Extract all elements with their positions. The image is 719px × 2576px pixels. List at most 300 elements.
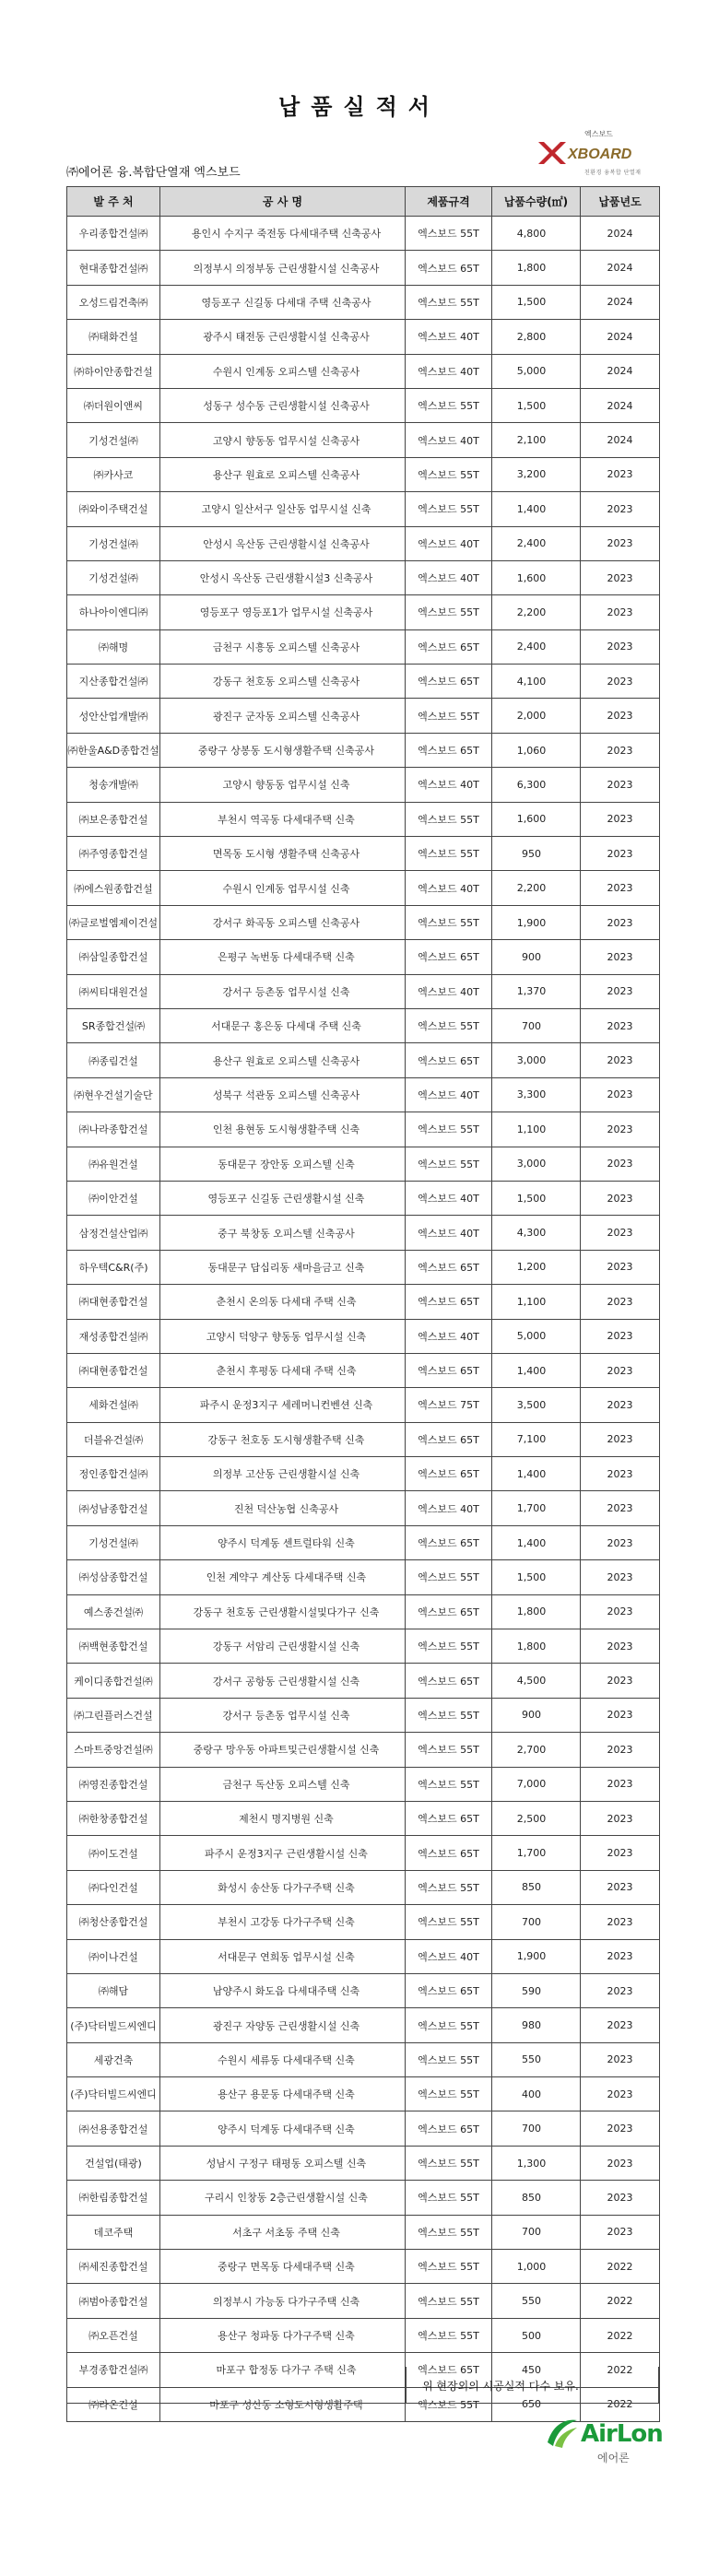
- quantity-cell: 1,500: [492, 388, 581, 422]
- header-spec: 제품규격: [406, 187, 492, 217]
- quantity-cell: 4,800: [492, 217, 581, 251]
- table-row: [67, 1181, 660, 1215]
- table-row: [67, 1870, 660, 1904]
- year-cell: 2023: [581, 1388, 660, 1422]
- table-row: [67, 1629, 660, 1664]
- year-cell: 2023: [581, 2077, 660, 2111]
- quantity-cell: 4,500: [492, 1664, 581, 1698]
- year-cell: 2023: [581, 1870, 660, 1904]
- project-cell: 부천시 고강동 다가구주택 신축: [160, 1905, 406, 1939]
- client-cell: SR종합건설㈜: [67, 1008, 160, 1042]
- quantity-cell: 1,800: [492, 251, 581, 285]
- spec-cell: 엑스보드 65T: [406, 1664, 492, 1698]
- client-cell: ㈜대현종합건설: [67, 1353, 160, 1387]
- project-cell: 서대문구 홍은동 다세대 주택 신축: [160, 1008, 406, 1042]
- project-cell: 용산구 용문동 다세대주택 신축: [160, 2077, 406, 2111]
- table-row: [67, 699, 660, 733]
- spec-cell: 엑스보드 55T: [406, 2284, 492, 2318]
- spec-cell: 엑스보드 40T: [406, 1216, 492, 1250]
- spec-cell: 엑스보드 40T: [406, 1939, 492, 1973]
- year-cell: 2023: [581, 1801, 660, 1835]
- client-cell: ㈜종림건설: [67, 1043, 160, 1077]
- client-cell: 기성건설㈜: [67, 1525, 160, 1559]
- year-cell: 2024: [581, 388, 660, 422]
- client-cell: ㈜현우건설기술단: [67, 1077, 160, 1112]
- project-cell: 용산구 원효로 오피스텔 신축공사: [160, 1043, 406, 1077]
- quantity-cell: 2,700: [492, 1733, 581, 1767]
- brand-name: AirLon: [581, 2420, 663, 2448]
- brand-korean-name: 에어론: [597, 2452, 630, 2464]
- year-cell: 2023: [581, 595, 660, 629]
- spec-cell: 엑스보드 55T: [406, 388, 492, 422]
- year-cell: 2023: [581, 1973, 660, 2007]
- year-cell: 2023: [581, 665, 660, 699]
- airlon-brand: [544, 2415, 664, 2470]
- year-cell: 2023: [581, 802, 660, 836]
- table-row: [67, 629, 660, 664]
- year-cell: 2023: [581, 1008, 660, 1042]
- quantity-cell: 4,100: [492, 665, 581, 699]
- quantity-cell: 5,000: [492, 1319, 581, 1353]
- project-cell: 금천구 독산동 오피스텔 신축: [160, 1767, 406, 1801]
- project-cell: 금천구 시흥동 오피스텔 신축공사: [160, 629, 406, 664]
- client-cell: ㈜씨티대원건설: [67, 974, 160, 1008]
- spec-cell: 엑스보드 65T: [406, 1457, 492, 1491]
- table-header-row: [67, 187, 660, 217]
- quantity-cell: 1,000: [492, 2250, 581, 2284]
- client-cell: ㈜이나건설: [67, 1939, 160, 1973]
- spec-cell: 엑스보드 65T: [406, 1801, 492, 1835]
- quantity-cell: 590: [492, 1973, 581, 2007]
- spec-cell: 엑스보드 40T: [406, 560, 492, 594]
- project-cell: 서초구 서초동 주택 신축: [160, 2215, 406, 2249]
- table-row: [67, 1525, 660, 1559]
- project-cell: 영등포구 신길동 다세대 주택 신축공사: [160, 285, 406, 319]
- table-row: [67, 1664, 660, 1698]
- quantity-cell: 2,500: [492, 1801, 581, 1835]
- spec-cell: 엑스보드 55T: [406, 492, 492, 526]
- quantity-cell: 1,600: [492, 802, 581, 836]
- year-cell: 2024: [581, 251, 660, 285]
- year-cell: 2024: [581, 285, 660, 319]
- client-cell: ㈜세진종합건설: [67, 2250, 160, 2284]
- year-cell: 2022: [581, 2353, 660, 2387]
- client-cell: ㈜그린플러스건설: [67, 1698, 160, 1732]
- year-cell: 2023: [581, 1836, 660, 1870]
- spec-cell: 엑스보드 55T: [406, 905, 492, 939]
- client-cell: ㈜범아종합건설: [67, 2284, 160, 2318]
- project-cell: 진천 덕산농협 신축공사: [160, 1491, 406, 1525]
- spec-cell: 엑스보드 65T: [406, 1250, 492, 1284]
- spec-cell: 엑스보드 75T: [406, 1388, 492, 1422]
- quantity-cell: 1,100: [492, 1112, 581, 1147]
- table-row: [67, 526, 660, 560]
- project-cell: 수원시 세류동 다세대주택 신축: [160, 2042, 406, 2076]
- year-cell: 2023: [581, 1319, 660, 1353]
- spec-cell: 엑스보드 40T: [406, 974, 492, 1008]
- header-year: 납품년도: [581, 187, 660, 217]
- project-cell: 강서구 공항동 근린생활시설 신축: [160, 1664, 406, 1698]
- table-row: [67, 2284, 660, 2318]
- table-row: [67, 492, 660, 526]
- project-cell: 강동구 천호동 근린생활시설및다가구 신축: [160, 1594, 406, 1629]
- project-cell: 의정부시 가능동 다가구주택 신축: [160, 2284, 406, 2318]
- client-cell: ㈜오픈건설: [67, 2318, 160, 2352]
- year-cell: 2023: [581, 974, 660, 1008]
- year-cell: 2024: [581, 423, 660, 457]
- quantity-cell: 850: [492, 2181, 581, 2215]
- spec-cell: 엑스보드 40T: [406, 768, 492, 802]
- table-row: [67, 2181, 660, 2215]
- client-cell: ㈜성삼종합건설: [67, 1560, 160, 1594]
- project-cell: 강동구 천호동 오피스텔 신축공사: [160, 665, 406, 699]
- project-cell: 면목동 도시형 생활주택 신축공사: [160, 837, 406, 871]
- table-row: [67, 1457, 660, 1491]
- table-row: [67, 1491, 660, 1525]
- spec-cell: 엑스보드 65T: [406, 2111, 492, 2146]
- client-cell: 삼정건설산업㈜: [67, 1216, 160, 1250]
- year-cell: 2023: [581, 457, 660, 491]
- client-cell: 오성드림건축㈜: [67, 285, 160, 319]
- client-cell: ㈜한림종합건설: [67, 2181, 160, 2215]
- spec-cell: 엑스보드 40T: [406, 871, 492, 905]
- client-cell: ㈜더원이앤씨: [67, 388, 160, 422]
- spec-cell: 엑스보드 40T: [406, 1077, 492, 1112]
- spec-cell: 엑스보드 55T: [406, 1112, 492, 1147]
- table-row: [67, 1733, 660, 1767]
- spec-cell: 엑스보드 55T: [406, 2042, 492, 2076]
- client-cell: 재성종합건설㈜: [67, 1319, 160, 1353]
- quantity-cell: 7,000: [492, 1767, 581, 1801]
- table-row: [67, 1767, 660, 1801]
- project-cell: 의정부시 의정부동 근린생활시설 신축공사: [160, 251, 406, 285]
- year-cell: 2023: [581, 526, 660, 560]
- quantity-cell: 2,200: [492, 595, 581, 629]
- year-cell: 2023: [581, 871, 660, 905]
- spec-cell: 엑스보드 55T: [406, 2250, 492, 2284]
- project-cell: 제천시 명지병원 신축: [160, 1801, 406, 1835]
- client-cell: ㈜태화건설: [67, 320, 160, 354]
- table-row: [67, 974, 660, 1008]
- quantity-cell: 2,400: [492, 629, 581, 664]
- spec-cell: 엑스보드 55T: [406, 457, 492, 491]
- spec-cell: 엑스보드 55T: [406, 1698, 492, 1732]
- spec-cell: 엑스보드 40T: [406, 1491, 492, 1525]
- quantity-cell: 7,100: [492, 1422, 581, 1456]
- year-cell: 2022: [581, 2250, 660, 2284]
- spec-cell: 엑스보드 65T: [406, 1285, 492, 1319]
- spec-cell: 엑스보드 55T: [406, 1733, 492, 1767]
- year-cell: 2023: [581, 1491, 660, 1525]
- table-row: [67, 217, 660, 251]
- client-cell: 스마트중앙건설㈜: [67, 1733, 160, 1767]
- client-cell: 우리종합건설㈜: [67, 217, 160, 251]
- client-cell: ㈜이안건설: [67, 1181, 160, 1215]
- quantity-cell: 1,400: [492, 1525, 581, 1559]
- year-cell: 2023: [581, 1905, 660, 1939]
- quantity-cell: 1,400: [492, 1457, 581, 1491]
- client-cell: ㈜이도건설: [67, 1836, 160, 1870]
- year-cell: 2023: [581, 1664, 660, 1698]
- year-cell: 2023: [581, 2111, 660, 2146]
- table-row: [67, 871, 660, 905]
- year-cell: 2023: [581, 1594, 660, 1629]
- spec-cell: 엑스보드 65T: [406, 665, 492, 699]
- table-row: [67, 1836, 660, 1870]
- table-row: [67, 1388, 660, 1422]
- table-row: [67, 837, 660, 871]
- delivery-table: [66, 186, 660, 2422]
- client-cell: 더블유건설㈜: [67, 1422, 160, 1456]
- client-cell: ㈜영진종합건설: [67, 1767, 160, 1801]
- client-cell: 기성건설㈜: [67, 560, 160, 594]
- project-cell: 강동구 천호동 도시형생활주택 신축: [160, 1422, 406, 1456]
- client-cell: 지산종합건설㈜: [67, 665, 160, 699]
- client-cell: (주)닥터빌드씨엔디: [67, 2077, 160, 2111]
- year-cell: 2023: [581, 1457, 660, 1491]
- project-cell: 광진구 군자동 오피스텔 신축공사: [160, 699, 406, 733]
- client-cell: ㈜청산종합건설: [67, 1905, 160, 1939]
- quantity-cell: 1,600: [492, 560, 581, 594]
- spec-cell: 엑스보드 40T: [406, 526, 492, 560]
- table-row: [67, 1422, 660, 1456]
- year-cell: 2023: [581, 2146, 660, 2180]
- quantity-cell: 900: [492, 940, 581, 974]
- year-cell: 2023: [581, 1698, 660, 1732]
- quantity-cell: 900: [492, 1698, 581, 1732]
- spec-cell: 엑스보드 65T: [406, 1043, 492, 1077]
- client-cell: ㈜에스원종합건설: [67, 871, 160, 905]
- client-cell: 성안산업개발㈜: [67, 699, 160, 733]
- table-row: [67, 595, 660, 629]
- client-cell: ㈜나라종합건설: [67, 1112, 160, 1147]
- table-row: [67, 2215, 660, 2249]
- client-cell: ㈜라온건설: [67, 2387, 160, 2421]
- quantity-cell: 500: [492, 2318, 581, 2352]
- quantity-cell: 1,700: [492, 1491, 581, 1525]
- client-cell: 케이디종합건설㈜: [67, 1664, 160, 1698]
- year-cell: 2024: [581, 320, 660, 354]
- project-cell: 수원시 인계동 업무시설 신축: [160, 871, 406, 905]
- quantity-cell: 3,000: [492, 1043, 581, 1077]
- quantity-cell: 1,700: [492, 1836, 581, 1870]
- client-cell: 부경종합건설㈜: [67, 2353, 160, 2387]
- project-cell: 파주시 운정3지구 세레머니컨벤션 신축: [160, 1388, 406, 1422]
- client-cell: ㈜해명: [67, 629, 160, 664]
- table-row: [67, 285, 660, 319]
- header-client: 발 주 처: [67, 187, 160, 217]
- project-cell: 고양시 향동동 업무시설 신축: [160, 768, 406, 802]
- table-row: [67, 1319, 660, 1353]
- client-cell: 현대종합건설㈜: [67, 251, 160, 285]
- xboard-logo: [536, 129, 654, 177]
- year-cell: 2023: [581, 2215, 660, 2249]
- project-cell: 광주시 태전동 근린생활시설 신축공사: [160, 320, 406, 354]
- project-cell: 부천시 역곡동 다세대주택 신축: [160, 802, 406, 836]
- year-cell: 2023: [581, 733, 660, 767]
- client-cell: (주)닥터빌드씨엔디: [67, 2008, 160, 2042]
- client-cell: ㈜삼일종합건설: [67, 940, 160, 974]
- quantity-cell: 2,800: [492, 320, 581, 354]
- table-row: [67, 320, 660, 354]
- project-cell: 구리시 인창동 2층근린생활시설 신축: [160, 2181, 406, 2215]
- spec-cell: 엑스보드 65T: [406, 1973, 492, 2007]
- client-cell: ㈜선용종합건설: [67, 2111, 160, 2146]
- project-cell: 마포구 성산동 소형도시형생활주택: [160, 2387, 406, 2421]
- client-cell: ㈜다인건설: [67, 1870, 160, 1904]
- spec-cell: 엑스보드 65T: [406, 1594, 492, 1629]
- project-cell: 인천 용현동 도시형생활주택 신축: [160, 1112, 406, 1147]
- table-row: [67, 665, 660, 699]
- spec-cell: 엑스보드 55T: [406, 1560, 492, 1594]
- quantity-cell: 550: [492, 2284, 581, 2318]
- client-cell: 건설업(태광): [67, 2146, 160, 2180]
- spec-cell: 엑스보드 40T: [406, 1319, 492, 1353]
- year-cell: 2023: [581, 1250, 660, 1284]
- client-cell: ㈜카사코: [67, 457, 160, 491]
- project-cell: 고양시 향동동 업무시설 신축공사: [160, 423, 406, 457]
- table-row: [67, 423, 660, 457]
- table-row: [67, 1008, 660, 1042]
- quantity-cell: 1,500: [492, 1181, 581, 1215]
- project-cell: 중랑구 면목동 다세대주택 신축: [160, 2250, 406, 2284]
- table-row: [67, 2146, 660, 2180]
- spec-cell: 엑스보드 55T: [406, 2146, 492, 2180]
- quantity-cell: 550: [492, 2042, 581, 2076]
- year-cell: 2023: [581, 2008, 660, 2042]
- quantity-cell: 2,400: [492, 526, 581, 560]
- spec-cell: 엑스보드 55T: [406, 1629, 492, 1664]
- year-cell: 2023: [581, 1733, 660, 1767]
- quantity-cell: 950: [492, 837, 581, 871]
- year-cell: 2023: [581, 1147, 660, 1181]
- year-cell: 2023: [581, 699, 660, 733]
- quantity-cell: 1,900: [492, 905, 581, 939]
- client-cell: 세광건축: [67, 2042, 160, 2076]
- year-cell: 2023: [581, 905, 660, 939]
- project-cell: 서대문구 연희동 업무시설 신축: [160, 1939, 406, 1973]
- table-row: [67, 1973, 660, 2007]
- page-title: 납품실적서: [278, 94, 441, 120]
- spec-cell: 엑스보드 40T: [406, 423, 492, 457]
- spec-cell: 엑스보드 55T: [406, 2181, 492, 2215]
- quantity-cell: 1,200: [492, 1250, 581, 1284]
- year-cell: 2023: [581, 1422, 660, 1456]
- quantity-cell: 2,200: [492, 871, 581, 905]
- client-cell: 예스종건설㈜: [67, 1594, 160, 1629]
- year-cell: 2022: [581, 2284, 660, 2318]
- year-cell: 2023: [581, 1629, 660, 1664]
- year-cell: 2023: [581, 1043, 660, 1077]
- project-cell: 영등포구 신길동 근린생활시설 신축: [160, 1181, 406, 1215]
- client-cell: 하나아이엔디㈜: [67, 595, 160, 629]
- spec-cell: 엑스보드 55T: [406, 2387, 492, 2421]
- table-row: [67, 1147, 660, 1181]
- project-cell: 안성시 옥산동 근린생활시설3 신축공사: [160, 560, 406, 594]
- footer-note: 위 현장외의 시공실적 다수 보유.: [422, 2380, 579, 2393]
- project-cell: 용산구 원효로 오피스텔 신축공사: [160, 457, 406, 491]
- project-cell: 인천 계약구 계산동 다세대주택 신축: [160, 1560, 406, 1594]
- table-row: [67, 1112, 660, 1147]
- project-cell: 마포구 합정동 다가구 주택 신축: [160, 2353, 406, 2387]
- quantity-cell: 2,000: [492, 699, 581, 733]
- table-row: [67, 2008, 660, 2042]
- project-cell: 은평구 녹번동 다세대주택 신축: [160, 940, 406, 974]
- project-cell: 동대문구 장안동 오피스텔 신축: [160, 1147, 406, 1181]
- table-row: [67, 1560, 660, 1594]
- xboard-logo-mark: [536, 140, 654, 166]
- spec-cell: 엑스보드 65T: [406, 2353, 492, 2387]
- spec-cell: 엑스보드 55T: [406, 2008, 492, 2042]
- table-row: [67, 251, 660, 285]
- table-row: [67, 1939, 660, 1973]
- logo-top-text: 엑스보드: [584, 130, 613, 138]
- year-cell: 2023: [581, 560, 660, 594]
- project-cell: 수원시 인계동 오피스텔 신축공사: [160, 354, 406, 388]
- table-row: [67, 1698, 660, 1732]
- quantity-cell: 5,000: [492, 354, 581, 388]
- company-subtitle: ㈜에어론 융.복합단열재 엑스보드: [66, 166, 241, 180]
- header-project: 공 사 명: [160, 187, 406, 217]
- project-cell: 화성시 송산동 다가구주택 신축: [160, 1870, 406, 1904]
- spec-cell: 엑스보드 65T: [406, 940, 492, 974]
- project-cell: 고양시 일산서구 일산동 업무시설 신축: [160, 492, 406, 526]
- client-cell: ㈜해담: [67, 1973, 160, 2007]
- quantity-cell: 3,000: [492, 1147, 581, 1181]
- project-cell: 동대문구 답십리동 새마을금고 신축: [160, 1250, 406, 1284]
- project-cell: 강서구 등촌동 업무시설 신축: [160, 974, 406, 1008]
- table-row: [67, 1905, 660, 1939]
- table-row: [67, 1216, 660, 1250]
- table-row: [67, 2111, 660, 2146]
- quantity-cell: 1,100: [492, 1285, 581, 1319]
- table-row: [67, 1594, 660, 1629]
- year-cell: 2023: [581, 492, 660, 526]
- project-cell: 고양시 덕양구 향동동 업무시설 신축: [160, 1319, 406, 1353]
- quantity-cell: 1,800: [492, 1594, 581, 1629]
- table-row: [67, 1077, 660, 1112]
- table-row: [67, 560, 660, 594]
- year-cell: 2023: [581, 768, 660, 802]
- table-row: [67, 1043, 660, 1077]
- spec-cell: 엑스보드 65T: [406, 1422, 492, 1456]
- project-cell: 영등포구 영등포1가 업무시설 신축공사: [160, 595, 406, 629]
- project-cell: 강동구 서암리 근린생활시설 신축: [160, 1629, 406, 1664]
- project-cell: 의정부 고산동 근린생활시설 신축: [160, 1457, 406, 1491]
- client-cell: ㈜한울A&D종합건설: [67, 733, 160, 767]
- quantity-cell: 1,500: [492, 285, 581, 319]
- client-cell: ㈜글로벌엠제이건설: [67, 905, 160, 939]
- year-cell: 2023: [581, 2042, 660, 2076]
- spec-cell: 엑스보드 55T: [406, 1870, 492, 1904]
- quantity-cell: 1,800: [492, 1629, 581, 1664]
- quantity-cell: 1,500: [492, 1560, 581, 1594]
- logo-mark-text: XBOARD: [568, 147, 632, 162]
- table-row: [67, 2077, 660, 2111]
- spec-cell: 엑스보드 65T: [406, 733, 492, 767]
- table-row: [67, 802, 660, 836]
- project-cell: 성남시 구정구 태평동 오피스텔 신축: [160, 2146, 406, 2180]
- year-cell: 2023: [581, 1181, 660, 1215]
- quantity-cell: 6,300: [492, 768, 581, 802]
- quantity-cell: 1,400: [492, 1353, 581, 1387]
- table-row: [67, 457, 660, 491]
- spec-cell: 엑스보드 65T: [406, 251, 492, 285]
- client-cell: ㈜한창종합건설: [67, 1801, 160, 1835]
- spec-cell: 엑스보드 55T: [406, 285, 492, 319]
- spec-cell: 엑스보드 55T: [406, 699, 492, 733]
- project-cell: 강서구 화곡동 오피스텔 신축공사: [160, 905, 406, 939]
